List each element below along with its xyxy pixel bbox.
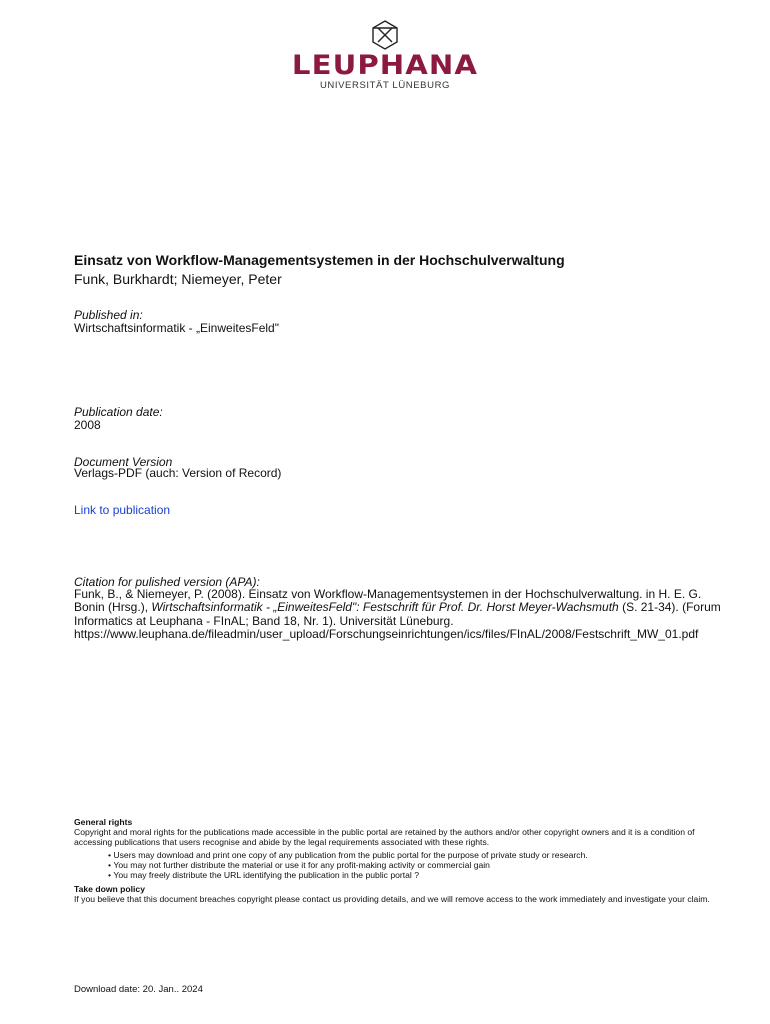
general-rights-heading: General rights [74, 817, 133, 827]
hexagon-cube-icon [369, 19, 401, 51]
general-rights-text: Copyright and moral rights for the publications made accessible in the public portal are retained by the authors and/or other copyright owners and it is a condition of accessing publications that users recognise and abide by the legal requirements associated with these rights. [74, 826, 695, 847]
rights-bullet-list [74, 851, 724, 880]
document-version-value: Verlags-PDF (auch: Version of Record) [74, 466, 282, 480]
logo-subtitle: UNIVERSITÄT LÜNEBURG [319, 80, 451, 91]
published-value: Wirtschaftsinformatik - „EinweitesFeld" [74, 321, 279, 335]
publication-date-value: 2008 [74, 418, 101, 432]
list-item: • Users may download and print one copy of any publication from the public portal for the purpose of private study or research. [108, 851, 724, 861]
logo-wordmark: LEUPHANA [291, 50, 479, 81]
citation-text [74, 588, 724, 642]
citation-book-title: Wirtschaftsinformatik - „EinweitesFeld": Festschrift für Prof. Dr. Horst Meyer-Wachsmuth [151, 600, 619, 615]
list-item: • You may freely distribute the URL identifying the publication in the public portal ? [108, 871, 724, 881]
download-date: Download date: 20. Jan.. 2024 [74, 984, 203, 995]
general-rights-section [74, 818, 724, 904]
document-title: Einsatz von Workflow-Managementsystemen in der Hochschulverwaltung [74, 252, 565, 268]
document-authors: Funk, Burkhardt; Niemeyer, Peter [74, 271, 282, 287]
takedown-heading: Take down policy [74, 883, 145, 894]
publication-date-label: Publication date: [74, 405, 163, 419]
link-to-publication[interactable]: Link to publication [74, 503, 171, 517]
published-label: Published in: [74, 308, 143, 322]
list-item: • You may not further distribute the material or use it for any profit-making activity or commercial gain [108, 861, 724, 871]
citation-label: Citation for pulished version (APA): [74, 575, 260, 589]
takedown-text: If you believe that this document breaches copyright please contact us providing details, and we will remove access to the work immediately and investigate your claim. [74, 893, 710, 904]
citation-part-1: Funk, B., & Niemeyer, P. (2008). Einsatz von Workflow-Managementsystemen in der Hochschulverwaltung. in H. E. G. Bonin (Hrsg.), [74, 587, 702, 615]
citation-part-2: (S. 21-34). (Forum Informatics at Leuphana - FInAL; Band 18, Nr. 1). Universität Lüneburg. https://www.leuphana.de/fileadmin/user_upload/Forschungseinrichtungen/ics/files/FInAL/2008/Festschrift_MW_01.pdf [74, 600, 721, 642]
document-version-label: Document Version [74, 455, 173, 469]
